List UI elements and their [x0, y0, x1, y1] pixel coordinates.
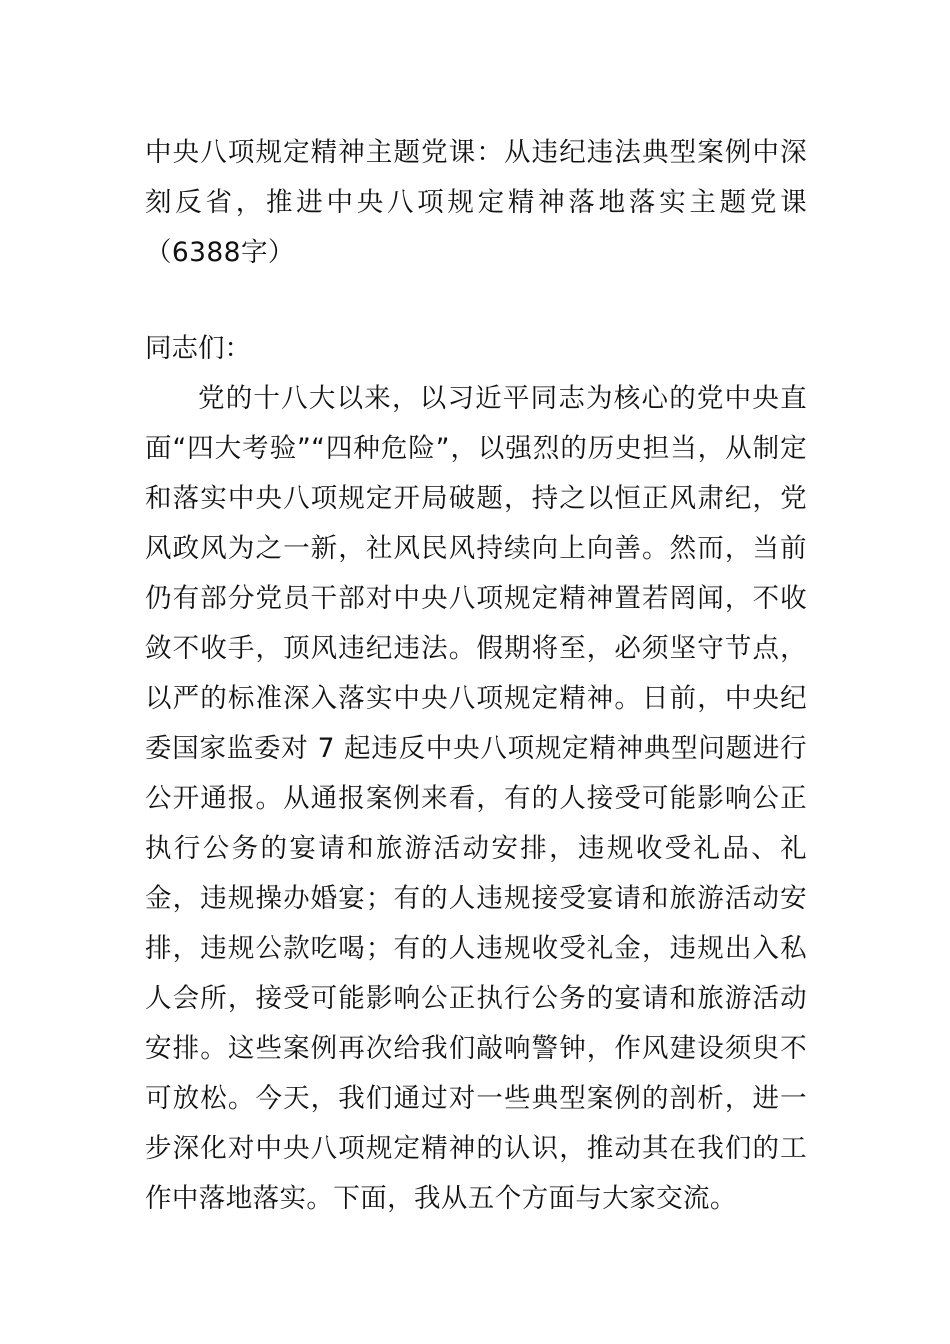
salutation: 同志们： — [145, 333, 251, 364]
body-paragraph: 党的十八大以来，以习近平同志为核心的党中央直面“四大考验”“四种危险”，以强烈的历史担当，从制定和落实中央八项规定开局破题，持之以恒正风肃纪，党风政风为之一新，社风民风持续向上向善。然而，当前仍有部分党员干部对中央八项规定精神置若罔闻，不收敛不收手，顶风违纪违法。假期将至，必须坚守节点，以严的标准深入落实中央八项规定精神。日前，中央纪委国家监委对 7 起违反中央八项规定精神典型问题进行公开通报。从通报案例来看，有的人接受可能影响公正执行公务的宴请和旅游活动安排，违规收受礼品、礼金，违规操办婚宴；有的人违规接受宴请和旅游活动安排，违规公款吃喝；有的人违规收受礼金，违规出入私人会所，接受可能影响公正执行公务的宴请和旅游活动安排。这些案例再次给我们敲响警钟，作风建设须臾不可放松。今天，我们通过对一些典型案例的剖析，进一步深化对中央八项规定精神的认识，推动其在我们的工作中落地落实。下面，我从五个方面与大家交流。 — [145, 383, 807, 1214]
document-title: 中央八项规定精神主题党课：从违纪违法典型案例中深刻反省，推进中央八项规定精神落地落实主题党课（6388字） — [145, 137, 807, 268]
